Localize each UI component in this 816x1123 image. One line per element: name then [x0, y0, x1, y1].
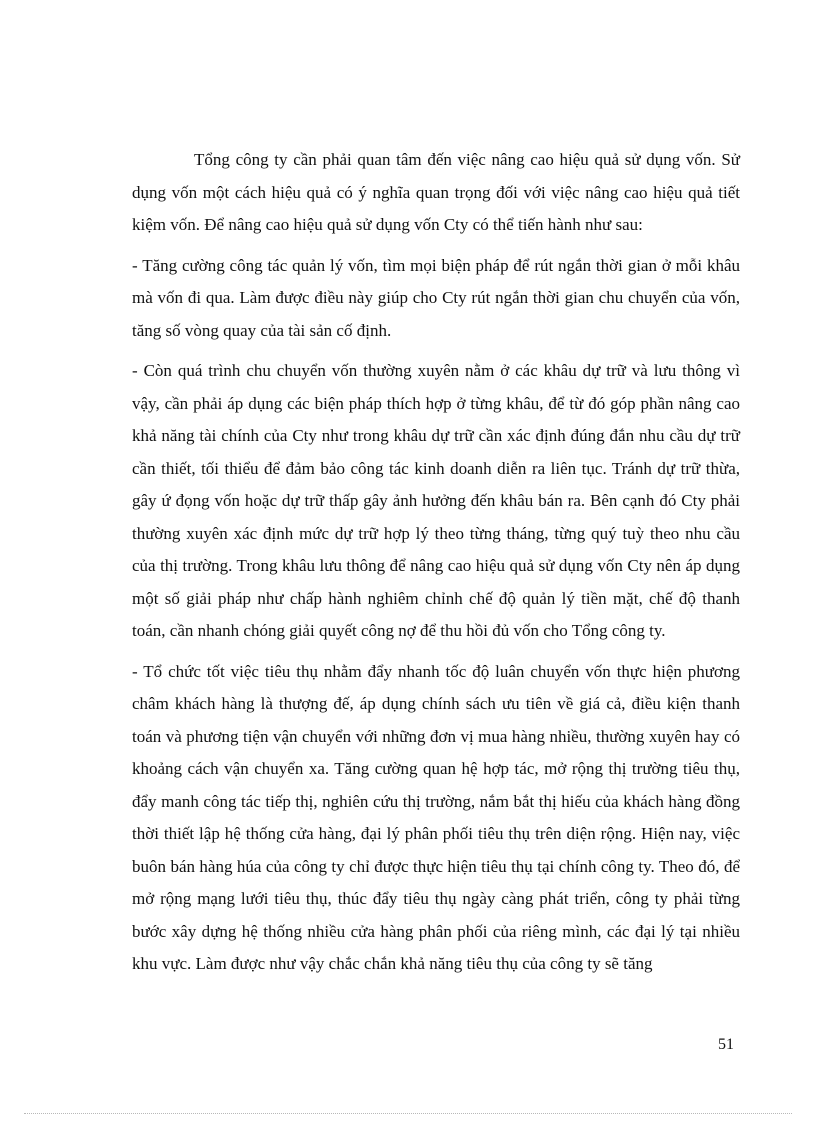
paragraph-intro: Tổng công ty cần phải quan tâm đến việc nâng cao hiệu quả sử dụng vốn. Sử dụng vốn một cách hiệu quả có ý nghĩa quan trọng đối với việc nâng cao hiệu quả tiết kiệm vốn. Để nâng cao hiệu quả sử dụng vốn Cty có thể tiến hành như sau:: [132, 150, 740, 234]
page-bottom-divider: [24, 1113, 792, 1114]
page-number: 51: [718, 1036, 734, 1053]
body-text: [132, 144, 740, 989]
paragraph-reserves-circulation: - Còn quá trình chu chuyển vốn thường xuyên nằm ở các khâu dự trữ và lưu thông vì vậy, cần phải áp dụng các biện pháp thích hợp ở từng khâu, để từ đó góp phần nâng cao khả năng tài chính của Cty như trong khâu dự trữ cần xác định đúng đắn nhu cầu dự trữ cần thiết, tối thiểu để đảm bảo công tác kinh doanh diễn ra liên tục. Tránh dự trữ thừa, gây ứ đọng vốn hoặc dự trữ thấp gây ảnh hưởng đến khâu bán ra. Bên cạnh đó Cty phải thường xuyên xác định mức dự trữ hợp lý theo từng tháng, từng quý tuỳ theo nhu cầu của thị trường. Trong khâu lưu thông để nâng cao hiệu quả sử dụng vốn Cty nên áp dụng một số giải pháp như chấp hành nghiêm chỉnh chế độ quản lý tiền mặt, chế độ thanh toán, cần nhanh chóng giải quyết công nợ để thu hồi đủ vốn cho Tổng công ty.: [132, 361, 740, 640]
paragraph-sales-organization: - Tổ chức tốt việc tiêu thụ nhằm đẩy nhanh tốc độ luân chuyển vốn thực hiện phương châm khách hàng là thượng đế, áp dụng chính sách ưu tiên về giá cả, điều kiện thanh toán và phương tiện vận chuyển với những đơn vị mua hàng nhiều, thường xuyên hay có khoảng cách vận chuyển xa. Tăng cường quan hệ hợp tác, mở rộng thị trường tiêu thụ, đẩy manh công tác tiếp thị, nghiên cứu thị trường, nắm bắt thị hiếu của khách hàng đồng thời thiết lập hệ thống cửa hàng, đại lý phân phối tiêu thụ trên diện rộng. Hiện nay, việc buôn bán hàng húa của công ty chỉ được thực hiện tiêu thụ tại chính công ty. Theo đó, để mở rộng mạng lưới tiêu thụ, thúc đẩy tiêu thụ ngày càng phát triển, công ty phải từng bước xây dựng hệ thống nhiều cửa hàng phân phối của riêng mình, các đại lý tại nhiều khu vực. Làm được như vậy chắc chắn khả năng tiêu thụ của công ty sẽ tăng: [132, 661, 740, 973]
paragraph-capital-management: - Tăng cường công tác quản lý vốn, tìm mọi biện pháp để rút ngắn thời gian ở mỗi khâu mà vốn đi qua. Làm được điều này giúp cho Cty rút ngắn thời gian chu chuyển của vốn, tăng số vòng quay của tài sản cố định.: [132, 255, 740, 340]
